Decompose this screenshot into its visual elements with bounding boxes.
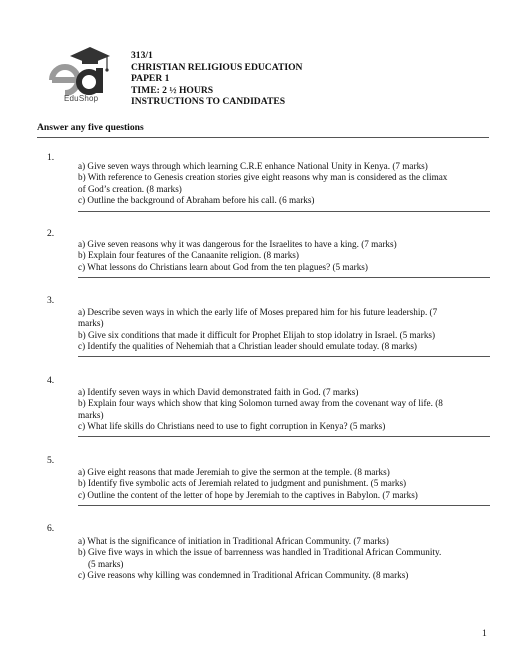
question-part: c) What lessons do Christians learn about God from the ten plagues? (5 marks): [78, 261, 368, 272]
question-5-body: [78, 467, 490, 501]
divider: [78, 436, 490, 437]
question-3-body: [78, 307, 490, 353]
question-number: 4.: [47, 375, 55, 386]
question-number: 1.: [47, 152, 55, 163]
divider: [78, 505, 490, 506]
instructions-title: INSTRUCTIONS TO CANDIDATES: [131, 96, 286, 108]
question-part: c) Outline the content of the letter of hope by Jeremiah to the captives in Babylon. (7 marks): [78, 489, 418, 500]
question-part: c) Identify the qualities of Nehemiah that a Christian leader should emulate today. (8 marks): [78, 341, 417, 352]
question-number: 6.: [47, 523, 55, 534]
question-part: b) Explain four features of the Canaanite religion. (8 marks): [78, 250, 299, 261]
question-part: b) Give six conditions that made it difficult for Prophet Elijah to stop idolatry in Israel. (5 marks): [78, 329, 436, 340]
question-part: b) Give five ways in which the issue of barrenness was handled in Traditional African Community.: [78, 547, 442, 558]
question-part: b) Identify five symbolic acts of Jeremiah related to judgment and punishment. (5 marks): [78, 478, 407, 489]
exam-header: [131, 50, 302, 108]
divider: [78, 211, 490, 212]
question-part: marks): [78, 409, 104, 420]
question-part: b) With reference to Genesis creation stories give eight reasons why man is considered as the climax: [78, 172, 448, 183]
instruction-text: Answer any five questions: [37, 122, 144, 133]
divider: [37, 137, 489, 138]
question-2-body: [78, 239, 490, 273]
question-number: 3.: [47, 295, 55, 306]
question-part: a) Give eight reasons that made Jeremiah to give the sermon at the temple. (8 marks): [78, 467, 390, 477]
question-part: of God’s creation. (8 marks): [78, 183, 182, 194]
question-part: c) Outline the background of Abraham before his call. (6 marks): [78, 195, 315, 206]
question-part: a) What is the significance of initiation in Traditional African Community. (7 marks): [78, 536, 389, 546]
question-part: c) Give reasons why killing was condemned in Traditional African Community. (8 marks): [78, 570, 409, 581]
divider: [78, 356, 490, 357]
page-number: 1: [482, 628, 487, 639]
question-part: (5 marks): [88, 558, 124, 569]
question-4-body: [78, 387, 490, 433]
time-label: TIME: 2 ½ HOURS: [131, 84, 214, 96]
question-6-body: [78, 536, 490, 582]
question-part: b) Explain four ways which show that king Solomon turned away from the covenant way of life. (8: [78, 398, 443, 409]
question-number: 2.: [47, 228, 55, 239]
question-1-body: [78, 161, 490, 207]
paper-code: 313/1: [131, 50, 153, 61]
question-number: 5.: [47, 455, 55, 466]
paper-label: PAPER 1: [131, 73, 170, 85]
divider: [78, 277, 490, 278]
question-part: a) Give seven ways through which learning C.R.E enhance National Unity in Kenya. (7 marks): [78, 161, 428, 171]
question-part: c) What life skills do Christians need to use to fight corruption in Kenya? (5 marks): [78, 421, 386, 432]
question-part: a) Describe seven ways in which the early life of Moses prepared him for his future leadership. (7: [78, 307, 438, 317]
logo-brand-text: EduShop: [64, 94, 99, 103]
question-part: a) Identify seven ways in which David demonstrated faith in God. (7 marks): [78, 387, 359, 397]
question-part: a) Give seven reasons why it was dangerous for the Israelites to have a king. (7 marks): [78, 239, 397, 249]
subject-title: CHRISTIAN RELIGIOUS EDUCATION: [131, 61, 303, 73]
question-part: marks): [78, 318, 104, 329]
